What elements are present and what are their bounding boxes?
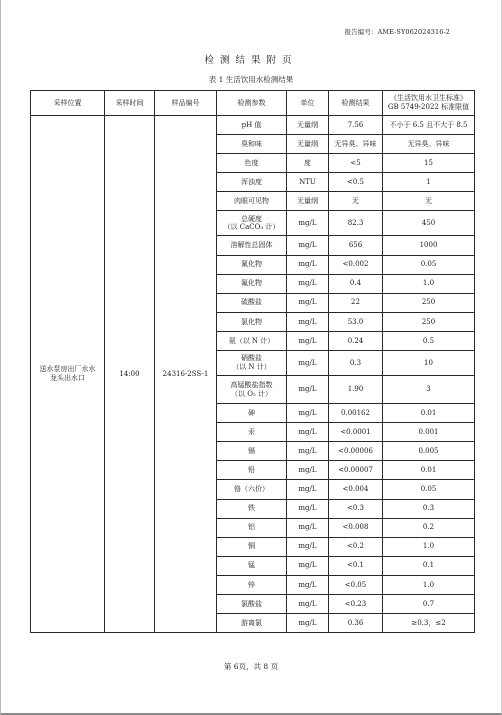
col-header-limit: [383, 91, 475, 116]
cell-result: <0.1: [329, 556, 383, 575]
cell-unit: mg/L: [287, 274, 329, 293]
col-header-sample-id: 样品编号: [155, 91, 217, 116]
col-header-location: 采样位置: [31, 91, 105, 116]
param-label: 氯化物: [241, 317, 262, 326]
cell-result: 0.36: [329, 614, 383, 633]
col-header-unit: 单位: [287, 91, 329, 116]
param-label: 铜: [248, 542, 255, 551]
cell-param: [217, 404, 287, 423]
cell-limit: ≥0.3，≤2: [383, 614, 475, 633]
cell-result: <5: [329, 154, 383, 173]
cell-result: 82.3: [329, 211, 383, 236]
cell-param: [217, 211, 287, 236]
cell-result: 656: [329, 236, 383, 255]
cell-unit: mg/L: [287, 594, 329, 613]
param-label: 溶解性总固体: [230, 241, 273, 250]
cell-unit: mg/L: [287, 351, 329, 376]
cell-param: [217, 499, 287, 518]
cell-result: <0.002: [329, 255, 383, 274]
cell-param: [217, 236, 287, 255]
cell-param: [217, 537, 287, 556]
cell-unit: mg/L: [287, 537, 329, 556]
cell-unit: mg/L: [287, 293, 329, 312]
cell-limit: 250: [383, 293, 475, 312]
cell-param: [217, 116, 287, 135]
cell-param: [217, 461, 287, 480]
cell-limit: 0.005: [383, 442, 475, 461]
cell-limit: 1.0: [383, 537, 475, 556]
cell-param: [217, 614, 287, 633]
cell-unit: mg/L: [287, 575, 329, 594]
cell-unit: 无量纲: [287, 192, 329, 211]
param-label: 锰: [248, 561, 255, 570]
cell-result: 无: [329, 192, 383, 211]
param-label: 肉眼可见物: [234, 197, 269, 206]
cell-param: [217, 173, 287, 192]
table-header-row: [31, 91, 475, 116]
cell-unit: mg/L: [287, 236, 329, 255]
results-table: [30, 90, 475, 633]
cell-unit: mg/L: [287, 461, 329, 480]
cell-limit: 3: [383, 376, 475, 404]
cell-result: <0.3: [329, 499, 383, 518]
cell-param: [217, 575, 287, 594]
cell-result: <0.00007: [329, 461, 383, 480]
cell-param: [217, 293, 287, 312]
cell-result: 22: [329, 293, 383, 312]
page-title: 检测结果附页: [204, 55, 298, 66]
cell-unit: 无量纲: [287, 135, 329, 154]
cell-result: 0.3: [329, 351, 383, 376]
cell-unit: mg/L: [287, 614, 329, 633]
cell-sample-id: 24316-2SS-1: [155, 116, 217, 633]
param-label: 氨（以 N 计）: [228, 336, 275, 345]
cell-limit: 0.7: [383, 594, 475, 613]
param-label: 氯酸盐: [241, 599, 262, 608]
cell-unit: mg/L: [287, 556, 329, 575]
param-label: 氰化物: [241, 260, 262, 269]
col-header-limit-line1: 《生活饮用水卫生标准》: [390, 94, 467, 103]
table-row: [31, 116, 475, 135]
cell-param: [217, 594, 287, 613]
cell-param: [217, 135, 287, 154]
cell-unit: mg/L: [287, 442, 329, 461]
cell-limit: 250: [383, 312, 475, 331]
table-caption: 表 1 生活饮用水检测结果: [208, 75, 294, 84]
cell-param: [217, 274, 287, 293]
cell-limit: 0.5: [383, 331, 475, 350]
cell-limit: 0.1: [383, 556, 475, 575]
cell-limit: 10: [383, 351, 475, 376]
param-label: 硫酸盐: [241, 298, 262, 307]
cell-sampling-location: 送水泵房出厂水水龙头出水口: [31, 116, 105, 633]
param-label: 硝酸盐: [241, 354, 262, 363]
cell-limit: 450: [383, 211, 475, 236]
cell-limit: 无: [383, 192, 475, 211]
param-label: 砷: [248, 408, 255, 417]
param-label: 臭和味: [241, 139, 262, 148]
cell-limit: 0.01: [383, 404, 475, 423]
param-label: 浑浊度: [241, 177, 262, 186]
cell-param: [217, 376, 287, 404]
param-label: 铬（六价）: [234, 485, 269, 494]
cell-result: 0.00162: [329, 404, 383, 423]
report-number: 报告编号：AME-SY062024316-2: [344, 28, 450, 36]
cell-unit: mg/L: [287, 518, 329, 537]
cell-limit: 0.2: [383, 518, 475, 537]
cell-result: <0.004: [329, 480, 383, 499]
cell-unit: 度: [287, 154, 329, 173]
cell-param: [217, 331, 287, 350]
cell-unit: mg/L: [287, 255, 329, 274]
cell-limit: 0.05: [383, 255, 475, 274]
cell-unit: 无量纲: [287, 116, 329, 135]
cell-param: [217, 192, 287, 211]
cell-limit: 1000: [383, 236, 475, 255]
cell-param: [217, 480, 287, 499]
col-header-limit-line2: GB 5749-2022 标准限值: [387, 103, 470, 111]
cell-result: <0.23: [329, 594, 383, 613]
param-label: 高锰酸盐指数: [230, 380, 273, 389]
cell-result: <0.2: [329, 537, 383, 556]
param-label: 镉: [248, 446, 255, 455]
table-body: [31, 116, 475, 633]
page-footer: 第 6页，共 8 页: [223, 662, 279, 671]
cell-limit: 1.0: [383, 274, 475, 293]
cell-result: 7.56: [329, 116, 383, 135]
cell-unit: NTU: [287, 173, 329, 192]
col-header-time: 采样时间: [105, 91, 155, 116]
cell-param: [217, 518, 287, 537]
cell-param: [217, 154, 287, 173]
param-label: 锌: [248, 580, 255, 589]
cell-limit: 0.05: [383, 480, 475, 499]
cell-unit: mg/L: [287, 404, 329, 423]
cell-sampling-time: 14:00: [105, 116, 155, 633]
cell-result: <0.0001: [329, 423, 383, 442]
param-label: 总硬度: [241, 214, 262, 223]
col-header-result: 检测结果: [329, 91, 383, 116]
cell-param: [217, 351, 287, 376]
cell-result: 53.0: [329, 312, 383, 331]
cell-unit: mg/L: [287, 312, 329, 331]
param-label: 汞: [248, 427, 255, 436]
col-header-param: 检测参数: [217, 91, 287, 116]
cell-result: 0.4: [329, 274, 383, 293]
cell-result: <0.00006: [329, 442, 383, 461]
cell-result: 0.24: [329, 331, 383, 350]
cell-limit: 15: [383, 154, 475, 173]
param-label: 铁: [248, 504, 255, 513]
param-sublabel: （以 O₂ 计）: [231, 389, 272, 398]
cell-limit: 无异臭、异味: [383, 135, 475, 154]
cell-result: 无异臭、异味: [329, 135, 383, 154]
cell-result: <0.5: [329, 173, 383, 192]
param-label: 铅: [248, 465, 255, 474]
cell-limit: 0.3: [383, 499, 475, 518]
cell-unit: mg/L: [287, 423, 329, 442]
cell-result: <0.05: [329, 575, 383, 594]
param-label: pH 值: [241, 120, 262, 129]
cell-param: [217, 556, 287, 575]
param-label: 铝: [248, 523, 255, 532]
cell-limit: 1.0: [383, 575, 475, 594]
cell-param: [217, 423, 287, 442]
cell-param: [217, 442, 287, 461]
param-sublabel: （以 CaCO₃ 计）: [223, 223, 280, 232]
cell-limit: 0.01: [383, 461, 475, 480]
cell-result: <0.008: [329, 518, 383, 537]
param-label: 氟化物: [241, 279, 262, 288]
cell-unit: mg/L: [287, 499, 329, 518]
param-label: 色度: [244, 158, 259, 167]
cell-unit: mg/L: [287, 376, 329, 404]
cell-unit: mg/L: [287, 480, 329, 499]
cell-result: 1.90: [329, 376, 383, 404]
cell-limit: 0.001: [383, 423, 475, 442]
cell-unit: mg/L: [287, 211, 329, 236]
cell-unit: mg/L: [287, 331, 329, 350]
cell-param: [217, 255, 287, 274]
param-label: 游离氯: [241, 618, 262, 627]
cell-limit: 不小于 6.5 且不大于 8.5: [383, 116, 475, 135]
param-sublabel: （以 N 计）: [232, 363, 271, 372]
cell-param: [217, 312, 287, 331]
cell-limit: 1: [383, 173, 475, 192]
